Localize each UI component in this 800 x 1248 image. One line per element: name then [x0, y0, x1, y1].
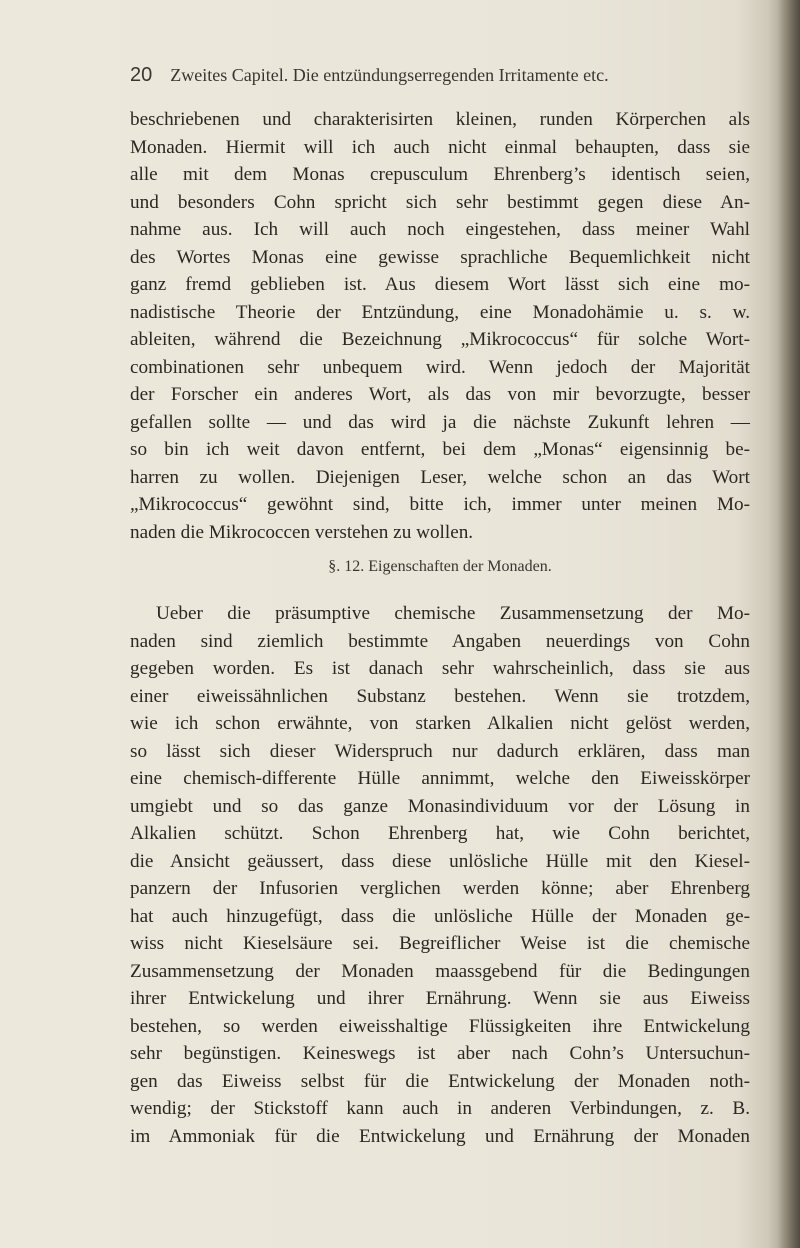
page-edge-shadow — [778, 0, 800, 1248]
text-line: ihrer Entwickelung und ihrer Ernährung. Wenn sie aus Eiweiss — [130, 988, 750, 1009]
text-line: und besonders Cohn spricht sich sehr bestimmt gegen diese An- — [130, 191, 750, 213]
text-line: sehr begünstigen. Keineswegs ist aber nach Cohn’s Untersuchun- — [130, 1043, 750, 1064]
text-line: harren zu wollen. Diejenigen Leser, welche schon an das Wort — [130, 466, 750, 488]
section-heading: §. 12. Eigenschaften der Monaden. — [328, 558, 552, 575]
text-line: im Ammoniak für die Entwickelung und Ernährung der Monaden — [130, 1125, 750, 1147]
text-line: combinationen sehr unbequem wird. Wenn jedoch der Majorität — [130, 356, 750, 378]
text-line: alle mit dem Monas crepusculum Ehrenberg’s identisch seien, — [130, 164, 750, 185]
text-line: so lässt sich dieser Widerspruch nur dadurch erklären, dass man — [130, 740, 750, 762]
text-line: naden die Mikrococcen verstehen zu wollen. — [130, 521, 474, 543]
text-line: nadistische Theorie der Entzündung, eine Monadohämie u. s. w. — [130, 301, 750, 323]
paragraph-2 — [130, 600, 750, 1150]
text-line: ganz fremd geblieben ist. Aus diesem Wort lässt sich eine mo- — [130, 274, 750, 295]
text-line: Zusammensetzung der Monaden maassgebend für die Bedingungen — [130, 960, 750, 982]
text-line: umgiebt und so das ganze Monasindividuum vor der Lösung in — [130, 795, 750, 817]
text-line: so bin ich weit davon entfernt, bei dem „Monas“ eigensinnig be- — [130, 439, 750, 460]
text-line: naden sind ziemlich bestimmte Angaben neuerdings von Cohn — [130, 630, 750, 652]
paragraph-1 — [130, 106, 750, 546]
text-line: eine chemisch-differente Hülle annimmt, welche den Eiweisskörper — [130, 768, 750, 789]
text-line: ableiten, während die Bezeichnung „Mikrococcus“ für solche Wort- — [130, 329, 750, 350]
text-line: gefallen sollte — und das wird ja die nächste Zukunft lehren — — [130, 411, 750, 433]
text-line: wie ich schon erwähnte, von starken Alkalien nicht gelöst werden, — [130, 713, 750, 734]
text-line: beschriebenen und charakterisirten kleinen, runden Körperchen als — [130, 109, 750, 130]
text-line: Monaden. Hiermit will ich auch nicht einmal behaupten, dass sie — [130, 136, 750, 158]
text-line: gegeben worden. Es ist danach sehr wahrscheinlich, dass sie aus — [130, 658, 750, 679]
running-title: Zweites Capitel. Die entzündungserregenden Irritamente etc. — [170, 65, 609, 85]
text-line: hat auch hinzugefügt, dass die unlösliche Hülle der Monaden ge- — [130, 905, 750, 927]
text-line: „Mikrococcus“ gewöhnt sind, bitte ich, immer unter meinen Mo- — [130, 494, 750, 515]
text-line: der Forscher ein anderes Wort, als das von mir bevorzugte, besser — [130, 384, 750, 405]
running-header — [130, 64, 750, 94]
text-line: die Ansicht geäussert, dass diese unlösliche Hülle mit den Kiesel- — [130, 850, 750, 872]
text-line: einer eiweissähnlichen Substanz bestehen. Wenn sie trotzdem, — [130, 685, 750, 707]
page-number: 20 — [130, 64, 153, 86]
text-line: Ueber die präsumptive chemische Zusammensetzung der Mo- — [156, 603, 750, 624]
text-line: des Wortes Monas eine gewisse sprachliche Bequemlichkeit nicht — [130, 246, 750, 268]
text-line: Alkalien schützt. Schon Ehrenberg hat, wie Cohn berichtet, — [130, 823, 750, 844]
text-line: gen das Eiweiss selbst für die Entwickelung der Monaden noth- — [130, 1070, 750, 1092]
text-line: nahme aus. Ich will auch noch eingestehen, dass meiner Wahl — [130, 219, 750, 240]
text-line: wendig; der Stickstoff kann auch in anderen Verbindungen, z. B. — [130, 1098, 750, 1119]
text-line: bestehen, so werden eiweisshaltige Flüssigkeiten ihre Entwickelung — [130, 1015, 750, 1037]
text-line: wiss nicht Kieselsäure sei. Begreiflicher Weise ist die chemische — [130, 933, 750, 954]
text-line: panzern der Infusorien verglichen werden könne; aber Ehrenberg — [130, 878, 750, 899]
